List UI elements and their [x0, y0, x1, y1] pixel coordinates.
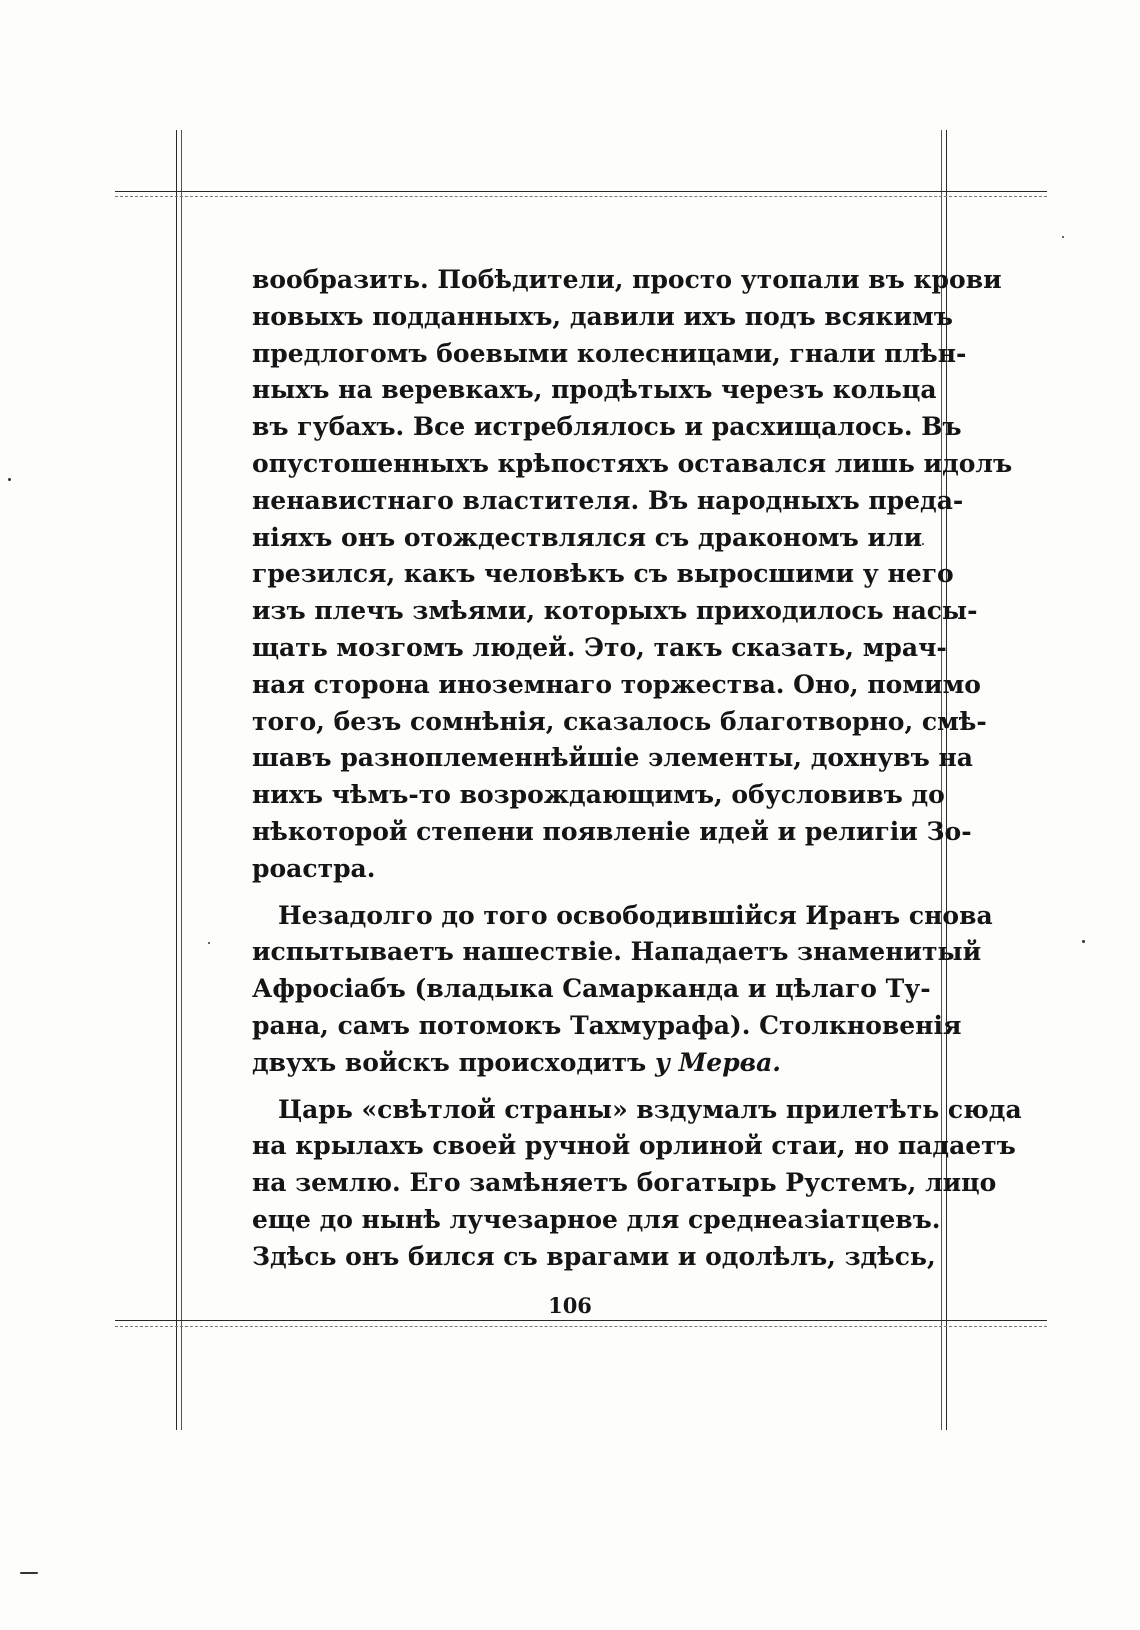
- scan-speck: [20, 1572, 38, 1574]
- body-text: [252, 262, 1022, 1276]
- text-line: двухъ войскъ происходитъ: [252, 1047, 647, 1077]
- text-line: опустошенныхъ крѣпостяхъ оставался лишь идолъ: [252, 448, 1013, 478]
- page-number: 106: [548, 1293, 592, 1318]
- text-line: Афросіабъ (владыка Самарканда и цѣлаго Ту-: [252, 974, 931, 1004]
- paragraph-gap: [252, 1082, 908, 1092]
- text-line: ныхъ на веревкахъ, продѣтыхъ черезъ кольца: [252, 375, 937, 405]
- text-line: Здѣсь онъ бился съ врагами и одолѣлъ, здѣсь,: [252, 1241, 936, 1271]
- text-line: роастра.: [252, 853, 376, 883]
- text-line: Незадолго до того освободившійся Иранъ снова: [278, 900, 993, 930]
- text-line: ненавистнаго властителя. Въ народныхъ преда-: [252, 485, 964, 515]
- text-line: щать мозгомъ людей. Это, такъ сказать, мрач-: [252, 632, 947, 662]
- text-line: грезился, какъ человѣкъ съ выросшими у него: [252, 559, 954, 589]
- text-line: новыхъ подданныхъ, давили ихъ подъ всякимъ: [252, 301, 953, 331]
- text-line: ная сторона иноземнаго торжества. Оно, помимо: [252, 669, 981, 699]
- text-line: на землю. Его замѣняетъ богатырь Рустемъ, лицо: [252, 1168, 997, 1198]
- text-line: Царь «свѣтлой страны» вздумалъ прилетѣть сюда: [278, 1094, 1022, 1124]
- text-line: ніяхъ онъ отождествлялся съ дракономъ или: [252, 522, 923, 552]
- paragraph-gap: [252, 888, 908, 898]
- frame-left-rule-inner: [181, 130, 182, 1430]
- frame-bottom-rule-dashed: [115, 1326, 1047, 1327]
- scan-speck: [1082, 940, 1085, 943]
- frame-bottom-rule: [115, 1320, 1047, 1321]
- frame-top-rule: [115, 191, 1047, 192]
- text-line: изъ плечъ змѣями, которыхъ приходилось насы-: [252, 596, 978, 626]
- text-line: вообразить. Побѣдители, просто утопали въ крови: [252, 265, 1002, 294]
- scan-speck: [1062, 236, 1064, 238]
- text-line: того, безъ сомнѣнія, сказалось благотворно, смѣ-: [252, 706, 987, 736]
- frame-left-rule-outer: [176, 130, 177, 1430]
- text-line-with-emphasis: [252, 1045, 908, 1082]
- text-line: въ губахъ. Все истреблялось и расхищалось. Въ: [252, 412, 962, 442]
- text-line: нихъ чѣмъ-то возрождающимъ, обусловивъ до: [252, 780, 945, 810]
- text-line: нѣкоторой степени появленіе идей и религіи Зо-: [252, 816, 972, 846]
- text-line: испытываетъ нашествіе. Нападаетъ знаменитый: [252, 937, 982, 967]
- scan-speck: [922, 543, 924, 545]
- scan-speck: [208, 942, 210, 944]
- emphasis-place-name: у Мерва.: [654, 1047, 782, 1077]
- text-line: еще до нынѣ лучезарное для среднеазіатцевъ.: [252, 1204, 941, 1234]
- text-line: на крылахъ своей ручной орлиной стаи, но падаетъ: [252, 1131, 1016, 1161]
- frame-top-rule-dashed: [115, 196, 1047, 197]
- scan-speck: [8, 478, 11, 481]
- text-line: предлогомъ боевыми колесницами, гнали плѣн-: [252, 338, 967, 368]
- text-line: рана, самъ потомокъ Тахмурафа). Столкновенія: [252, 1010, 962, 1040]
- text-line: шавъ разноплеменнѣйшіе элементы, дохнувъ на: [252, 743, 973, 773]
